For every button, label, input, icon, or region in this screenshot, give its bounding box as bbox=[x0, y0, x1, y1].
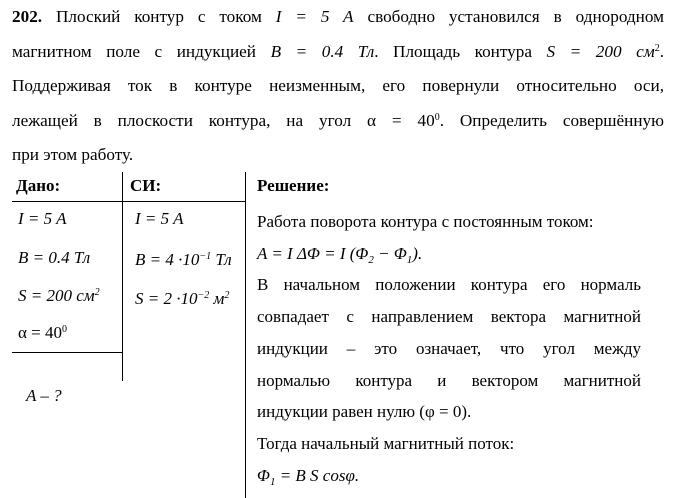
solution-work-intro: Работа поворота контура с постоянным током: bbox=[257, 212, 594, 231]
problem-number: 202. bbox=[12, 7, 43, 26]
problem-line-2: магнитном поле с индукцией B = 0.4 Тл. Площадь контура S = 200 $см^2$. bbox=[12, 41, 665, 61]
divider-given-si bbox=[122, 172, 123, 381]
header-solution: Решение: bbox=[257, 176, 330, 195]
problem-line-4: лежащей в плоскости контура, на угол $\alpha = 40^0$. Определить совершённую bbox=[12, 110, 664, 130]
solution-body bbox=[257, 206, 641, 491]
divider-si-solution bbox=[245, 172, 246, 498]
find-work: A – ? bbox=[26, 386, 62, 405]
solution-formula-flux: $\Phi_1 = B$ S cosφ. bbox=[257, 465, 360, 488]
solution-para-line-4: нормалью контура и вектором магнитной bbox=[257, 370, 641, 390]
si-induction: $B = 4 \cdot 10^{-1}$ Тл bbox=[135, 250, 232, 269]
si-current: I = 5 A bbox=[135, 209, 184, 228]
problem-statement bbox=[12, 0, 664, 173]
solution-para-line-1: В начальном положении контура его нормаль bbox=[257, 275, 641, 295]
solution-formula-work: A = I ΔΦ = I $(\Phi_2 - \Phi_1)$. bbox=[257, 243, 423, 266]
find-rule bbox=[12, 352, 122, 353]
problem-line-1: 202. Плоский контур с током I = 5 A свободно установился в однородном bbox=[12, 7, 665, 26]
header-given: Дано: bbox=[16, 176, 61, 195]
solution-para-line-2: совпадает с направлением вектора магнитной bbox=[257, 307, 641, 327]
given-area: S = 200 $см^2$ bbox=[18, 286, 100, 305]
solution-table bbox=[12, 172, 664, 498]
given-angle: $\alpha = 40^0$ bbox=[18, 323, 67, 342]
solution-flux-intro: Тогда начальный магнитный поток: bbox=[257, 433, 515, 453]
problem-line-5: при этом работу. bbox=[12, 145, 134, 164]
si-area: $S = 2 \cdot 10^{-2}$ $м^2$ bbox=[135, 289, 230, 308]
header-si: СИ: bbox=[130, 176, 162, 195]
solution-para-line-5: индукции равен нулю (φ = 0). bbox=[257, 402, 472, 422]
solution-para-line-3: индукции – это означает, что угол между bbox=[257, 338, 641, 358]
given-induction: B = 0.4 Тл bbox=[18, 248, 91, 267]
given-current: I = 5 A bbox=[18, 209, 67, 228]
problem-line-3: Поддерживая ток в контуре неизменным, его повернули относительно оси, bbox=[12, 76, 664, 95]
